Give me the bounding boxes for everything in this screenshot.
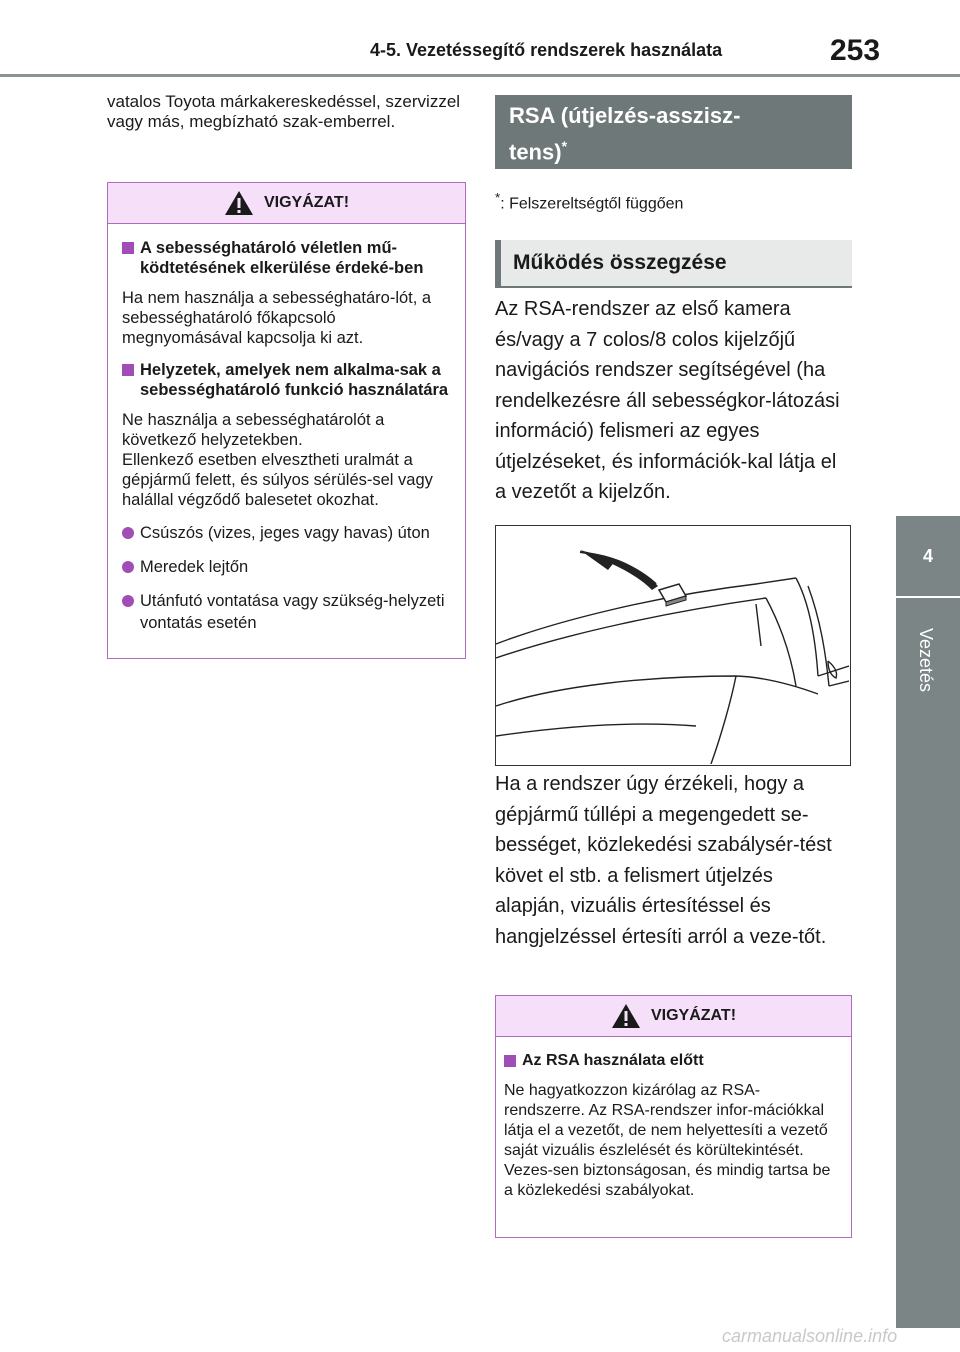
square-bullet-icon [504,1055,516,1067]
car-windshield-drawing [496,526,849,764]
warning-triangle-icon [224,190,254,216]
warning-section-text: Ne használja a sebességhatárolót a következő helyzetekben. Ellenkező esetben elvesztheti uralmát a gépjármű felett, és súlyos sérülés-sel vagy halállal végződő balesetet okozhat. [122,411,433,509]
warning-box-speed-limiter [107,182,466,659]
warning-bullet: Meredek lejtőn [122,556,451,578]
rsa-warning-description-paragraph: Ha a rendszer úgy érzékeli, hogy a gépjármű túllépi a megengedett se-bességet, közlekedési szabálysér-tést követ el stb. a felismert útjelzés alapján, vizuális értesítéssel és hangjelzéssel értesíti arról a veze-tőt. [495,773,832,948]
warning-header [108,183,465,224]
windshield-camera-illustration [495,525,851,766]
footnote: *: Felszereltségtől függően [495,190,684,213]
warning-section-text: Ha nem használja a sebességhatáro-lót, a sebességhatároló főkapcsoló megnyomásával kapcsolja ki azt. [122,289,432,347]
warning-header [496,996,851,1037]
warning-title: VIGYÁZAT! [263,194,350,211]
warning-section-heading: Az RSA használata előtt [504,1051,837,1071]
warning-section-heading: Helyzetek, amelyek nem alkalma-sak a sebességhatároló funkció használatára [122,360,451,400]
warning-section-text: Ne hagyatkozzon kizárólag az RSA-rendszerre. Az RSA-rendszer infor-mációkkal látja el a vezetőt, de nem helyettesíti a vezető saját vizuális észlelését és körültekintését. Vezes-sen biztonságosan, és mindig tartsa be a közlekedési szabályokat. [504,1082,831,1199]
round-bullet-icon [122,561,134,573]
chapter-label-tab[interactable] [896,598,960,1328]
square-bullet-icon [122,364,134,376]
rsa-description-paragraph: Az RSA-rendszer az első kamera és/vagy a 7 colos/8 colos kijelzőjű navigációs rendszer segítségével (ha rendelkezésre áll sebességkor-látozási információ) felismeri az egyes útjelzéseket, és információk-kal látja el a vezetőt a kijelzőn. [495,298,840,503]
warning-title: VIGYÁZAT! [650,1007,737,1024]
round-bullet-icon [122,595,134,607]
watermark: carmanualsonline.info [722,1326,898,1346]
chapter-label: Vezetés [916,628,936,693]
section-title: 4-5. Vezetéssegítő rendszerek használata [370,40,723,60]
warning-triangle-icon [611,1003,641,1029]
operation-summary-heading: Működés összegzése [495,240,852,288]
header-divider [0,74,960,77]
warning-section-heading: A sebességhatároló véletlen mű-ködtetésének elkerülése érdeké-ben [122,238,451,278]
chapter-number: 4 [922,545,933,566]
chapter-number-tab[interactable] [896,516,960,596]
square-bullet-icon [122,242,134,254]
warning-box-rsa [495,995,852,1238]
intro-paragraph: vatalos Toyota márkakereskedéssel, szervizzel vagy más, megbízható szak-emberrel. [107,92,461,131]
rsa-section-heading: RSA (útjelzés-asszisz- tens)* [495,95,852,169]
warning-bullet: Utánfutó vontatása vagy szükség-helyzeti vontatás esetén [122,590,451,634]
round-bullet-icon [122,527,134,539]
page-number: 253 [830,34,881,67]
warning-bullet: Csúszós (vizes, jeges vagy havas) úton [122,522,451,544]
